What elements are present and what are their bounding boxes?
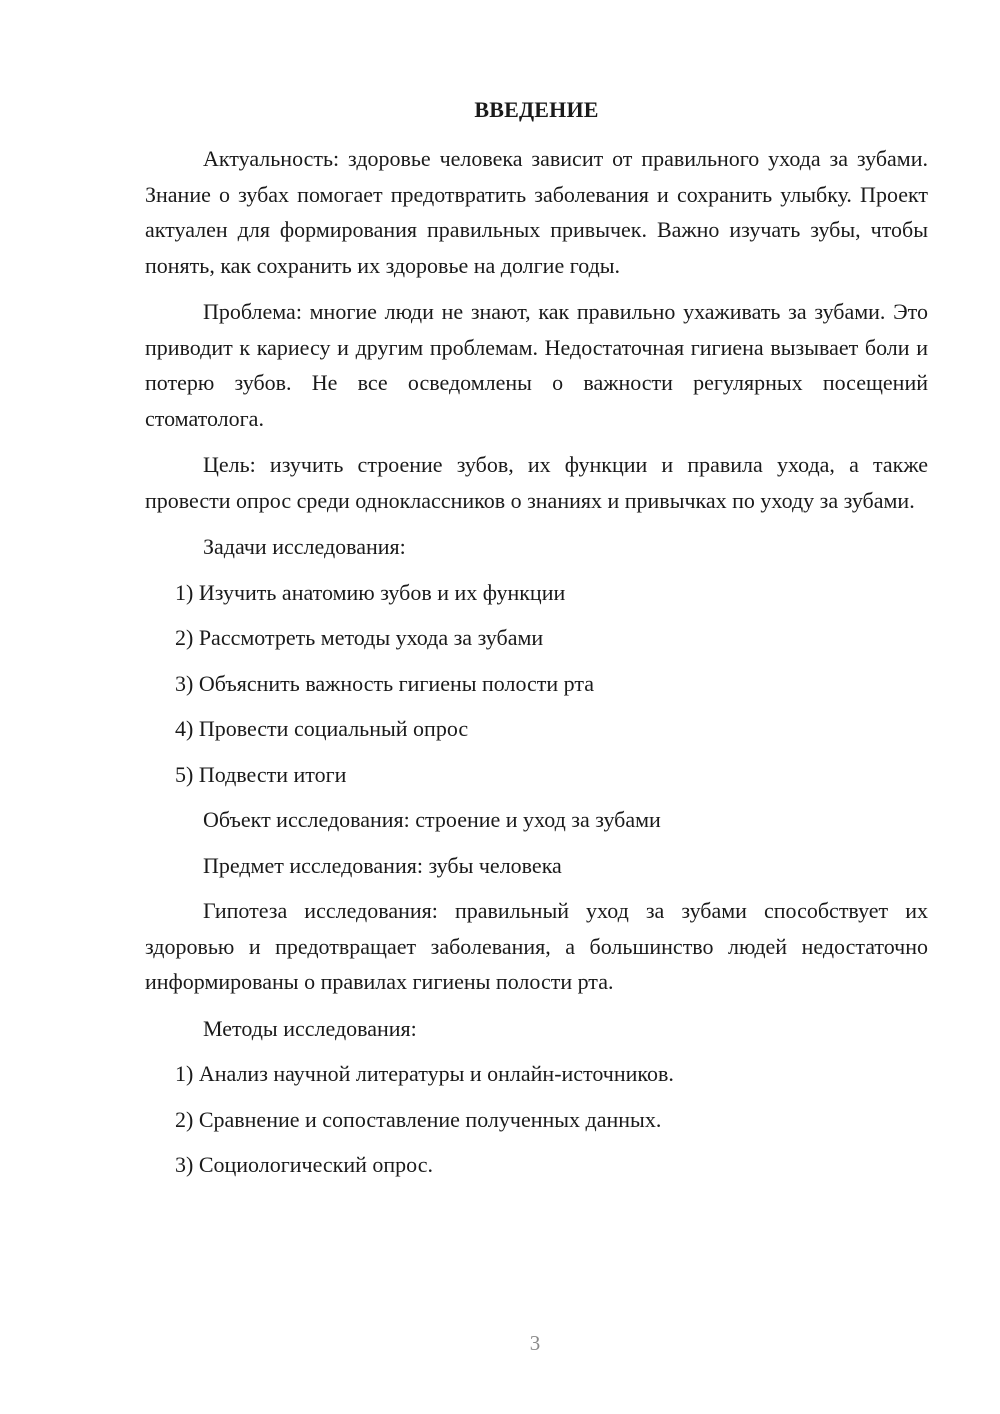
tasks-heading: Задачи исследования: <box>203 534 406 559</box>
page-content <box>145 92 928 1193</box>
methods-heading: Методы исследования: <box>203 1015 417 1041</box>
task-item: 1) Изучить анатомию зубов и их функции <box>175 579 566 605</box>
tasks-list <box>145 575 928 793</box>
task-item: 5) Подвести итоги <box>175 761 347 787</box>
hypothesis-paragraph: Гипотеза исследования: правильный уход за зубами способствует их здоровью и предотвращает заболевания, а большинство людей недостаточно информированы о правилах гигиены полости рта. <box>145 898 928 994</box>
research-subject: Предмет исследования: зубы человека <box>203 852 562 878</box>
task-item: 3) Объяснить важность гигиены полости рта <box>175 670 595 696</box>
method-item: 3) Социологический опрос. <box>175 1152 433 1177</box>
method-item: 2) Сравнение и сопоставление полученных данных. <box>175 1106 662 1132</box>
relevance-paragraph: Актуальность: здоровье человека зависит от правильного ухода за зубами. Знание о зубах помогает предотвратить заболевания и сохранить улыбку. Проект актуален для формирования правильных привычек. Важно изучать зубы, чтобы понять, как сохранить их здоровье на долгие годы. <box>145 146 928 278</box>
task-item: 2) Рассмотреть методы ухода за зубами <box>175 625 544 650</box>
section-title: ВВЕДЕНИЕ <box>474 97 599 122</box>
research-object: Объект исследования: строение и уход за зубами <box>203 807 661 832</box>
problem-paragraph: Проблема: многие люди не знают, как правильно ухаживать за зубами. Это приводит к кариесу и другим проблемам. Недостаточная гигиена вызывает боли и потерю зубов. Не все осведомлены о важности регулярных посещений стоматолога. <box>145 299 928 431</box>
methods-list <box>145 1056 928 1183</box>
page-number: 3 <box>529 1331 541 1355</box>
method-item: 1) Анализ научной литературы и онлайн-источников. <box>175 1061 674 1086</box>
task-item: 4) Провести социальный опрос <box>175 716 469 741</box>
goal-paragraph: Цель: изучить строение зубов, их функции и правила ухода, а также провести опрос среди одноклассников о знаниях и привычках по уходу за зубами. <box>145 452 928 513</box>
